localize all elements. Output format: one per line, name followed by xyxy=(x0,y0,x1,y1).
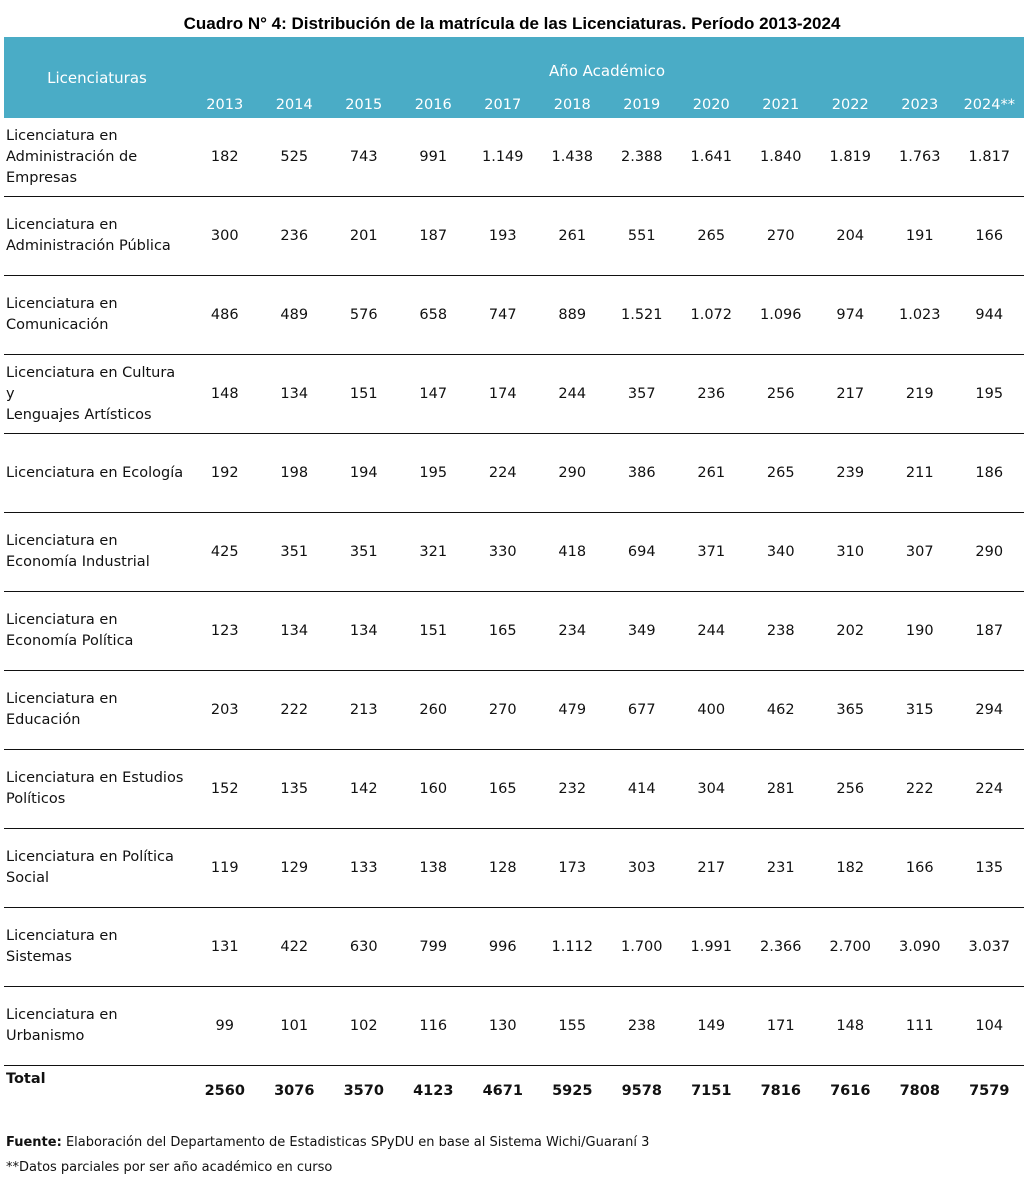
enrollment-cell: 630 xyxy=(329,908,399,987)
enrollment-cell: 889 xyxy=(538,276,608,355)
enrollment-cell: 238 xyxy=(607,987,677,1066)
enrollment-cell: 193 xyxy=(468,197,538,276)
table-body xyxy=(4,118,1024,1066)
enrollment-cell: 131 xyxy=(190,908,260,987)
total-cell: 7616 xyxy=(830,1082,871,1099)
table-header xyxy=(4,37,1024,118)
enrollment-cell: 422 xyxy=(260,908,330,987)
degree-name-line: Licenciatura en xyxy=(6,533,118,549)
table-row xyxy=(4,355,1024,434)
enrollment-cell: 349 xyxy=(607,592,677,671)
source-note xyxy=(6,1135,649,1150)
total-cell: 7151 xyxy=(691,1082,732,1099)
degree-name-line: Licenciatura en xyxy=(6,296,118,312)
table-row xyxy=(4,197,1024,276)
degree-name-line: Educación xyxy=(6,712,81,728)
academic-year-header: Año Académico xyxy=(190,37,1024,88)
enrollment-cell: 294 xyxy=(955,671,1024,750)
enrollment-cell: 148 xyxy=(190,355,260,434)
enrollment-cell: 270 xyxy=(746,197,816,276)
total-cell: 9578 xyxy=(621,1082,662,1099)
enrollment-cell: 425 xyxy=(190,513,260,592)
enrollment-cell: 135 xyxy=(260,750,330,829)
enrollment-cell: 290 xyxy=(955,513,1024,592)
source-label: Fuente: xyxy=(6,1135,62,1150)
degree-name xyxy=(4,197,190,276)
degree-name xyxy=(4,276,190,355)
licenciaturas-header: Licenciaturas xyxy=(4,37,190,118)
degree-name xyxy=(4,829,190,908)
degree-name-line: Licenciatura en xyxy=(6,612,118,628)
table-row xyxy=(4,118,1024,197)
enrollment-cell: 386 xyxy=(607,434,677,513)
total-cell: 7579 xyxy=(969,1082,1010,1099)
enrollment-cell: 1.641 xyxy=(677,118,747,197)
total-cell: 3570 xyxy=(343,1082,384,1099)
enrollment-cell: 128 xyxy=(468,829,538,908)
enrollment-cell: 1.840 xyxy=(746,118,816,197)
enrollment-cell: 133 xyxy=(329,829,399,908)
degree-name-line: Licenciatura en Sistemas xyxy=(6,928,118,965)
enrollment-cell: 236 xyxy=(260,197,330,276)
enrollment-cell: 231 xyxy=(746,829,816,908)
enrollment-cell: 1.112 xyxy=(538,908,608,987)
degree-name xyxy=(4,355,190,434)
enrollment-cell: 371 xyxy=(677,513,747,592)
enrollment-cell: 321 xyxy=(399,513,469,592)
enrollment-cell: 202 xyxy=(816,592,886,671)
year-header: 2021 xyxy=(746,88,816,118)
enrollment-cell: 2.366 xyxy=(746,908,816,987)
enrollment-cell: 418 xyxy=(538,513,608,592)
enrollment-cell: 260 xyxy=(399,671,469,750)
enrollment-cell: 211 xyxy=(885,434,955,513)
degree-name-line: Empresas xyxy=(6,169,78,186)
degree-name-line: Economía Política xyxy=(6,633,134,649)
enrollment-cell: 799 xyxy=(399,908,469,987)
enrollment-cell: 194 xyxy=(329,434,399,513)
enrollment-cell: 307 xyxy=(885,513,955,592)
degree-name-line: Licenciatura en xyxy=(6,1007,118,1023)
total-cell: 2560 xyxy=(204,1082,245,1099)
total-cell: 3076 xyxy=(274,1082,315,1099)
enrollment-cell: 351 xyxy=(329,513,399,592)
degree-name-line: Políticos xyxy=(6,791,66,807)
enrollment-cell: 182 xyxy=(190,118,260,197)
enrollment-cell: 1.763 xyxy=(885,118,955,197)
enrollment-cell: 147 xyxy=(399,355,469,434)
enrollment-cell: 166 xyxy=(885,829,955,908)
enrollment-cell: 151 xyxy=(399,592,469,671)
enrollment-cell: 102 xyxy=(329,987,399,1066)
degree-name-line: Licenciatura en Estudios xyxy=(6,770,184,786)
enrollment-cell: 152 xyxy=(190,750,260,829)
year-header: 2013 xyxy=(190,88,260,118)
enrollment-cell: 149 xyxy=(677,987,747,1066)
degree-name-line: Licenciatura en Cultura y xyxy=(6,364,176,402)
enrollment-cell: 944 xyxy=(955,276,1024,355)
enrollment-cell: 182 xyxy=(816,829,886,908)
enrollment-cell: 256 xyxy=(816,750,886,829)
enrollment-cell: 187 xyxy=(399,197,469,276)
degree-name xyxy=(4,908,190,987)
year-header: 2022 xyxy=(816,88,886,118)
enrollment-cell: 217 xyxy=(816,355,886,434)
enrollment-cell: 171 xyxy=(746,987,816,1066)
degree-name xyxy=(4,987,190,1066)
table-row xyxy=(4,434,1024,513)
enrollment-cell: 244 xyxy=(677,592,747,671)
enrollment-cell: 135 xyxy=(955,829,1024,908)
table-row xyxy=(4,908,1024,987)
enrollment-cell: 217 xyxy=(677,829,747,908)
total-cell: 4123 xyxy=(413,1082,454,1099)
degree-name-line: Social xyxy=(6,870,49,886)
enrollment-cell: 190 xyxy=(885,592,955,671)
enrollment-cell: 151 xyxy=(329,355,399,434)
degree-name-line: Licenciatura en Política xyxy=(6,849,174,865)
enrollment-cell: 192 xyxy=(190,434,260,513)
enrollment-cell: 111 xyxy=(885,987,955,1066)
enrollment-cell: 148 xyxy=(816,987,886,1066)
table-row xyxy=(4,829,1024,908)
enrollment-cell: 1.072 xyxy=(677,276,747,355)
partial-data-footnote: **Datos parciales por ser año académico en curso xyxy=(6,1160,333,1175)
enrollment-cell: 238 xyxy=(746,592,816,671)
enrollment-cell: 236 xyxy=(677,355,747,434)
enrollment-cell: 1.819 xyxy=(816,118,886,197)
enrollment-cell: 479 xyxy=(538,671,608,750)
enrollment-cell: 261 xyxy=(677,434,747,513)
enrollment-cell: 658 xyxy=(399,276,469,355)
enrollment-cell: 138 xyxy=(399,829,469,908)
enrollment-cell: 290 xyxy=(538,434,608,513)
enrollment-cell: 265 xyxy=(677,197,747,276)
enrollment-cell: 489 xyxy=(260,276,330,355)
enrollment-cell: 1.096 xyxy=(746,276,816,355)
degree-name xyxy=(4,671,190,750)
enrollment-cell: 1.700 xyxy=(607,908,677,987)
enrollment-cell: 351 xyxy=(260,513,330,592)
enrollment-cell: 525 xyxy=(260,118,330,197)
enrollment-cell: 1.521 xyxy=(607,276,677,355)
enrollment-cell: 224 xyxy=(955,750,1024,829)
enrollment-cell: 996 xyxy=(468,908,538,987)
enrollment-cell: 743 xyxy=(329,118,399,197)
enrollment-cell: 195 xyxy=(955,355,1024,434)
enrollment-cell: 219 xyxy=(885,355,955,434)
degree-name-line: Comunicación xyxy=(6,317,109,333)
enrollment-cell: 974 xyxy=(816,276,886,355)
enrollment-cell: 3.037 xyxy=(955,908,1024,987)
degree-name-line: Administración de xyxy=(6,148,138,165)
enrollment-cell: 129 xyxy=(260,829,330,908)
enrollment-cell: 365 xyxy=(816,671,886,750)
enrollment-cell: 991 xyxy=(399,118,469,197)
enrollment-cell: 187 xyxy=(955,592,1024,671)
enrollment-cell: 244 xyxy=(538,355,608,434)
enrollment-cell: 173 xyxy=(538,829,608,908)
enrollment-cell: 265 xyxy=(746,434,816,513)
enrollment-cell: 119 xyxy=(190,829,260,908)
enrollment-cell: 304 xyxy=(677,750,747,829)
enrollment-cell: 130 xyxy=(468,987,538,1066)
enrollment-cell: 222 xyxy=(260,671,330,750)
table-row xyxy=(4,987,1024,1066)
year-header: 2015 xyxy=(329,88,399,118)
enrollment-cell: 256 xyxy=(746,355,816,434)
enrollment-cell: 303 xyxy=(607,829,677,908)
enrollment-cell: 315 xyxy=(885,671,955,750)
enrollment-cell: 239 xyxy=(816,434,886,513)
enrollment-cell: 123 xyxy=(190,592,260,671)
enrollment-cell: 2.388 xyxy=(607,118,677,197)
enrollment-cell: 191 xyxy=(885,197,955,276)
degree-name xyxy=(4,434,190,513)
degree-name xyxy=(4,592,190,671)
enrollment-cell: 261 xyxy=(538,197,608,276)
enrollment-cell: 3.090 xyxy=(885,908,955,987)
enrollment-cell: 270 xyxy=(468,671,538,750)
enrollment-cell: 1.023 xyxy=(885,276,955,355)
enrollment-cell: 551 xyxy=(607,197,677,276)
enrollment-cell: 232 xyxy=(538,750,608,829)
enrollment-cell: 310 xyxy=(816,513,886,592)
degree-name xyxy=(4,750,190,829)
enrollment-cell: 340 xyxy=(746,513,816,592)
enrollment-cell: 142 xyxy=(329,750,399,829)
enrollment-cell: 694 xyxy=(607,513,677,592)
enrollment-cell: 224 xyxy=(468,434,538,513)
enrollment-cell: 165 xyxy=(468,592,538,671)
degree-name-line: Urbanismo xyxy=(6,1028,85,1044)
degree-name xyxy=(4,513,190,592)
enrollment-cell: 1.817 xyxy=(955,118,1024,197)
table-row xyxy=(4,513,1024,592)
degree-name-line: Licenciatura en xyxy=(6,691,118,707)
table-row xyxy=(4,592,1024,671)
enrollment-cell: 201 xyxy=(329,197,399,276)
enrollment-cell: 195 xyxy=(399,434,469,513)
enrollment-table xyxy=(4,37,1024,1111)
enrollment-cell: 281 xyxy=(746,750,816,829)
enrollment-cell: 134 xyxy=(329,592,399,671)
table-row xyxy=(4,671,1024,750)
year-header: 2023 xyxy=(885,88,955,118)
enrollment-cell: 1.991 xyxy=(677,908,747,987)
total-cell: 4671 xyxy=(482,1082,523,1099)
enrollment-cell: 155 xyxy=(538,987,608,1066)
enrollment-cell: 134 xyxy=(260,592,330,671)
enrollment-cell: 486 xyxy=(190,276,260,355)
source-text: Elaboración del Departamento de Estadisticas SPyDU en base al Sistema Wichi/Guaraní 3 xyxy=(65,1135,650,1150)
enrollment-cell: 330 xyxy=(468,513,538,592)
year-header: 2014 xyxy=(260,88,330,118)
enrollment-cell: 1.438 xyxy=(538,118,608,197)
enrollment-cell: 576 xyxy=(329,276,399,355)
enrollment-cell: 99 xyxy=(190,987,260,1066)
enrollment-cell: 2.700 xyxy=(816,908,886,987)
total-cell: 5925 xyxy=(552,1082,593,1099)
year-header: 2018 xyxy=(538,88,608,118)
enrollment-cell: 414 xyxy=(607,750,677,829)
year-header: 2019 xyxy=(607,88,677,118)
enrollment-cell: 462 xyxy=(746,671,816,750)
enrollment-cell: 234 xyxy=(538,592,608,671)
table-row xyxy=(4,276,1024,355)
degree-name-line: Administración Pública xyxy=(6,238,171,254)
enrollment-cell: 165 xyxy=(468,750,538,829)
enrollment-cell: 400 xyxy=(677,671,747,750)
table-title: Cuadro N° 4: Distribución de la matrícula de las Licenciaturas. Período 2013-2024 xyxy=(183,14,841,33)
enrollment-cell: 204 xyxy=(816,197,886,276)
total-cell: 7808 xyxy=(899,1082,940,1099)
enrollment-cell: 166 xyxy=(955,197,1024,276)
enrollment-cell: 747 xyxy=(468,276,538,355)
total-cell: 7816 xyxy=(760,1082,801,1099)
enrollment-cell: 222 xyxy=(885,750,955,829)
enrollment-cell: 116 xyxy=(399,987,469,1066)
enrollment-cell: 134 xyxy=(260,355,330,434)
enrollment-cell: 213 xyxy=(329,671,399,750)
enrollment-cell: 198 xyxy=(260,434,330,513)
degree-name-line: Lenguajes Artísticos xyxy=(6,406,152,423)
year-header: 2016 xyxy=(399,88,469,118)
year-header: 2024** xyxy=(955,88,1024,118)
degree-name xyxy=(4,118,190,197)
enrollment-cell: 677 xyxy=(607,671,677,750)
enrollment-cell: 300 xyxy=(190,197,260,276)
enrollment-cell: 357 xyxy=(607,355,677,434)
enrollment-cell: 186 xyxy=(955,434,1024,513)
enrollment-cell: 174 xyxy=(468,355,538,434)
degree-name-line: Licenciatura en xyxy=(6,217,118,233)
degree-name-line: Licenciatura en xyxy=(6,127,118,144)
total-label: Total xyxy=(6,1071,46,1087)
enrollment-cell: 101 xyxy=(260,987,330,1066)
enrollment-cell: 104 xyxy=(955,987,1024,1066)
year-header: 2020 xyxy=(677,88,747,118)
degree-name-line: Economía Industrial xyxy=(6,554,150,570)
enrollment-cell: 203 xyxy=(190,671,260,750)
total-row xyxy=(4,1066,1024,1112)
enrollment-cell: 1.149 xyxy=(468,118,538,197)
year-header: 2017 xyxy=(468,88,538,118)
degree-name-line: Licenciatura en Ecología xyxy=(6,464,184,481)
enrollment-cell: 160 xyxy=(399,750,469,829)
table-row xyxy=(4,750,1024,829)
